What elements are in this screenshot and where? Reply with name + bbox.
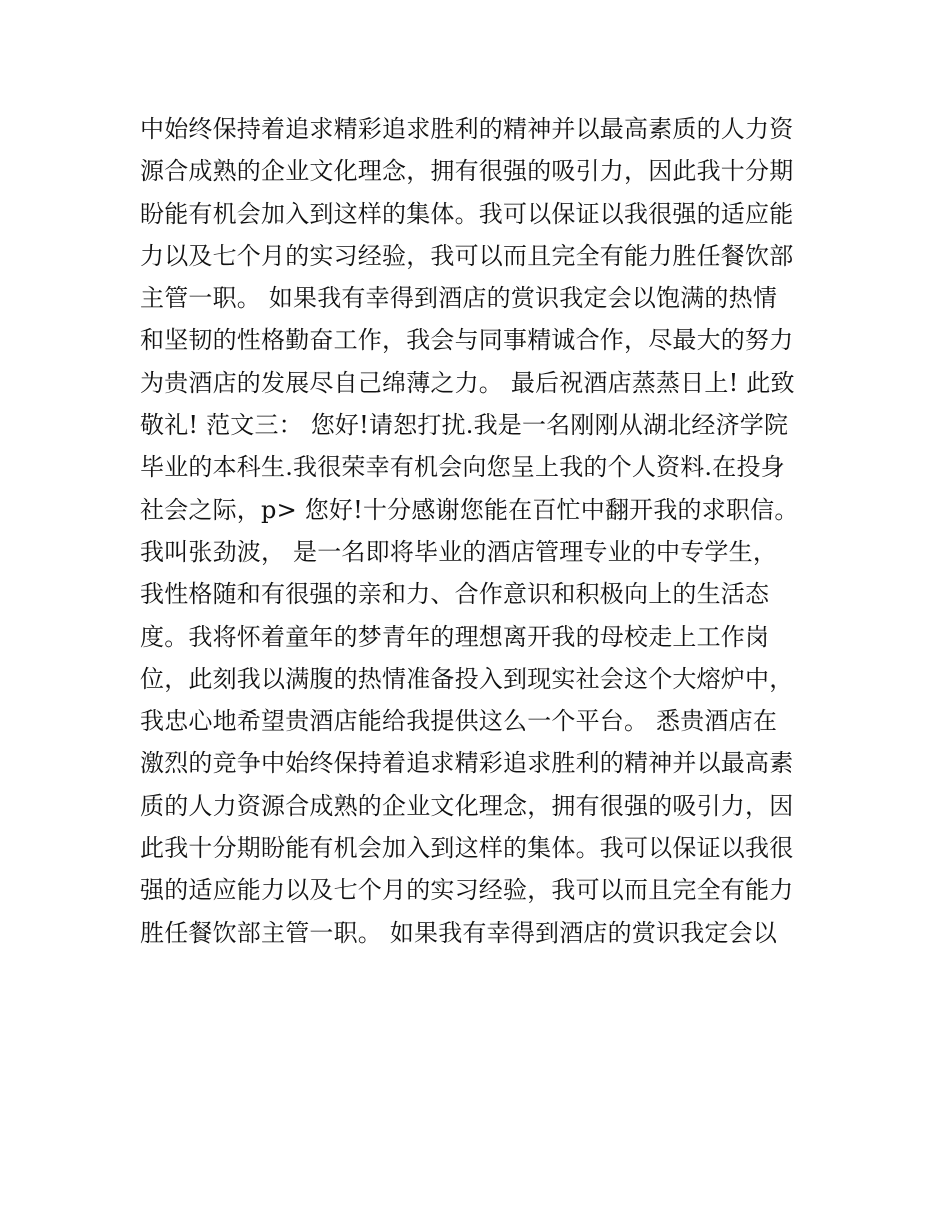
- text-line: 盼能有机会加入到这样的集体。我可以保证以我很强的适应能: [140, 199, 794, 228]
- text-line: 我性格随和有很强的亲和力、合作意识和积极向上的生活态: [140, 580, 770, 609]
- text-line: 社会之际，p> 您好!十分感谢您能在百忙中翻开我的求职信。: [140, 495, 799, 524]
- text-line: 我忠心地希望贵酒店能给我提供这么一个平台。 悉贵酒店在: [140, 707, 778, 736]
- text-line: 为贵酒店的发展尽自己绵薄之力。 最后祝酒店蒸蒸日上! 此致: [140, 368, 795, 397]
- text-line: 和坚韧的性格勤奋工作，我会与同事精诚合作，尽最大的努力: [140, 326, 794, 355]
- text-line: 度。我将怀着童年的梦青年的理想离开我的母校走上工作岗: [140, 622, 770, 651]
- text-line: 激烈的竞争中始终保持着追求精彩追求胜利的精神并以最高素: [140, 749, 794, 778]
- body-text: [140, 108, 830, 954]
- text-line: 源合成熟的企业文化理念，拥有很强的吸引力，因此我十分期: [140, 157, 794, 186]
- text-line: 中始终保持着追求精彩追求胜利的精神并以最高素质的人力资: [140, 115, 794, 143]
- text-line: 力以及七个月的实习经验，我可以而且完全有能力胜任餐饮部: [140, 241, 794, 270]
- text-line: 主管一职。 如果我有幸得到酒店的赏识我定会以饱满的热情: [140, 284, 778, 313]
- text-line: 我叫张劲波， 是一名即将毕业的酒店管理专业的中专学生，: [140, 537, 778, 566]
- text-line: 强的适应能力以及七个月的实习经验，我可以而且完全有能力: [140, 876, 794, 905]
- text-line: 毕业的本科生.我很荣幸有机会向您呈上我的个人资料.在投身: [140, 453, 785, 482]
- text-line: 此我十分期盼能有机会加入到这样的集体。我可以保证以我很: [140, 834, 794, 863]
- text-line: 敬礼! 范文三： 您好!请恕打扰.我是一名刚刚从湖北经济学院: [140, 411, 789, 440]
- text-line: 胜任餐饮部主管一职。 如果我有幸得到酒店的赏识我定会以: [140, 918, 778, 947]
- text-line: 质的人力资源合成熟的企业文化理念，拥有很强的吸引力，因: [140, 791, 794, 820]
- text-line: 位，此刻我以满腹的热情准备投入到现实社会这个大熔炉中，: [140, 664, 794, 693]
